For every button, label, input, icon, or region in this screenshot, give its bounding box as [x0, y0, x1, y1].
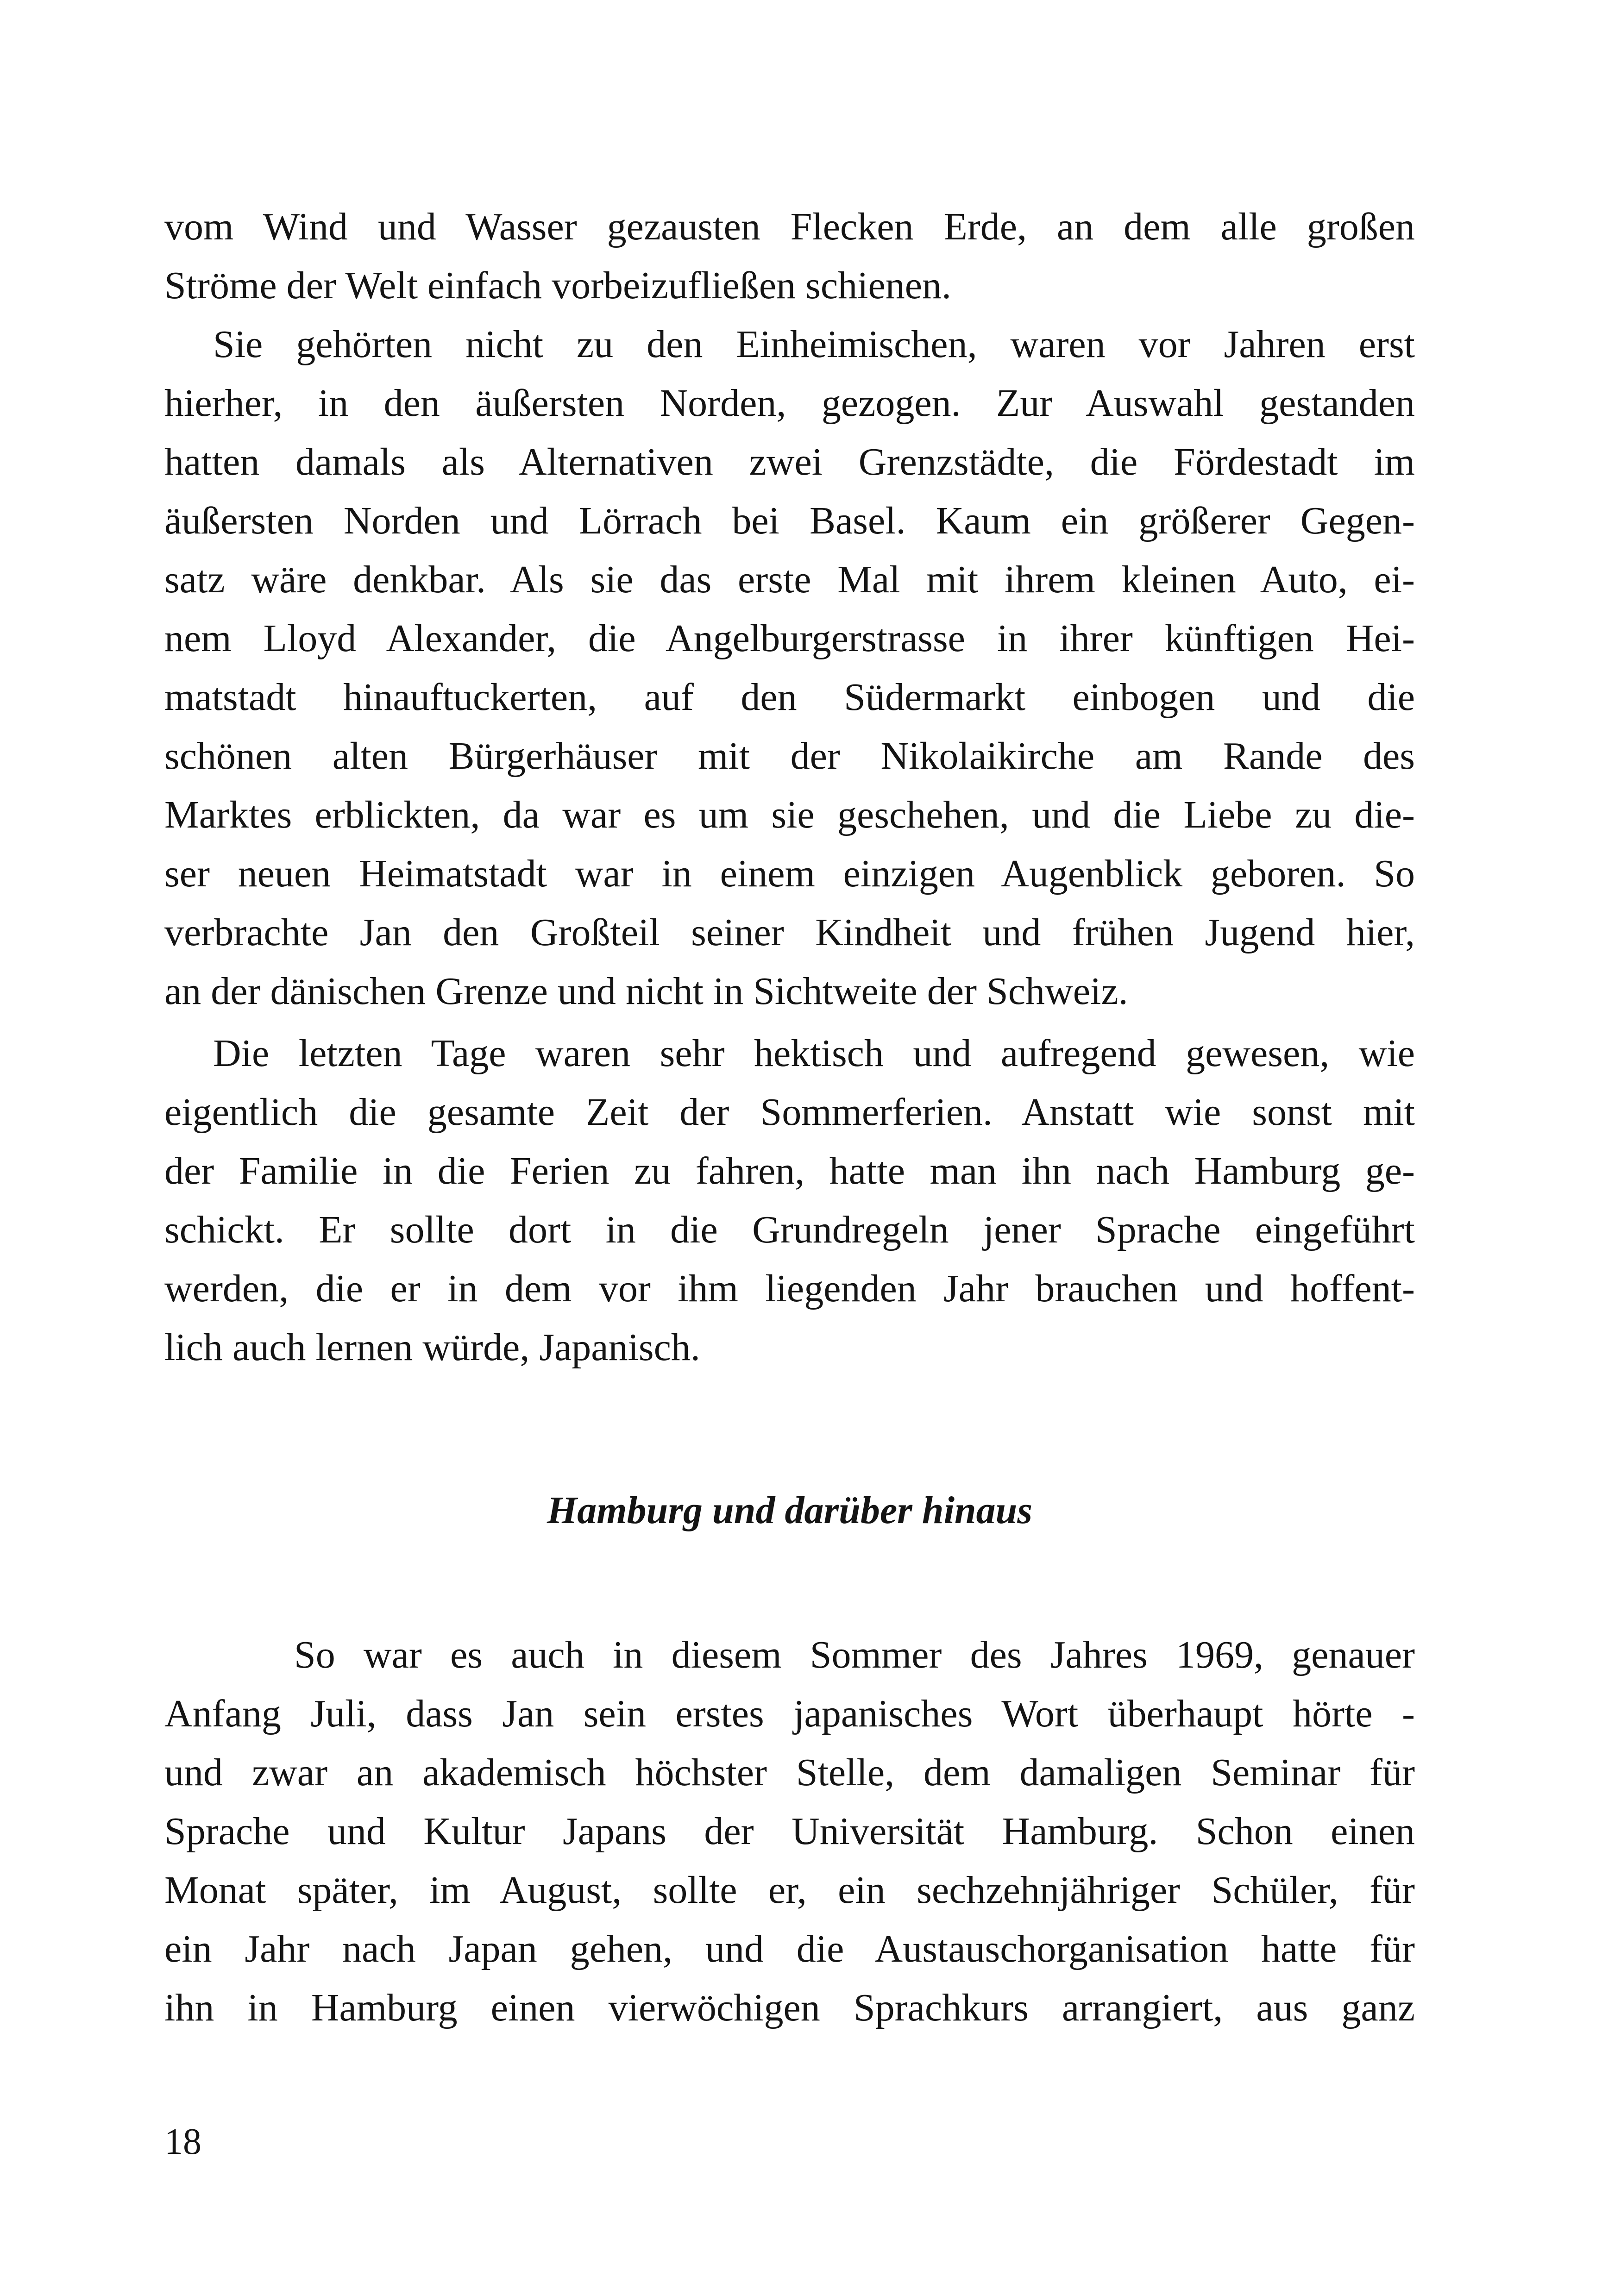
text-line: vom Wind und Wasser gezausten Flecken Erde, an dem alle großen — [164, 205, 1415, 248]
text-line: und zwar an akademisch höchster Stelle, dem damaligen Seminar für — [164, 1751, 1415, 1794]
text-line: lich auch lernen würde, Japanisch. — [164, 1326, 700, 1369]
text-line: matstadt hinauftuckerten, auf den Südermarkt einbogen und die — [164, 676, 1415, 719]
text-line: schickt. Er sollte dort in die Grundregeln jener Sprache eingeführt — [164, 1208, 1415, 1251]
paragraph-3 — [164, 1024, 1415, 1377]
text-line: ser neuen Heimatstadt war in einem einzigen Augenblick geboren. So — [164, 852, 1415, 895]
text-line: schönen alten Bürgerhäuser mit der Nikolaikirche am Rande des — [164, 734, 1415, 778]
text-line: hatten damals als Alternativen zwei Grenzstädte, die Fördestadt im — [164, 440, 1415, 483]
text-line: ihn in Hamburg einen vierwöchigen Sprachkurs arrangiert, aus ganz — [164, 1986, 1415, 2029]
paragraph-4 — [164, 1625, 1415, 2037]
text-line: an der dänischen Grenze und nicht in Sichtweite der Schweiz. — [164, 970, 1128, 1013]
text-line: So war es auch in diesem Sommer des Jahres 1969, genauer — [294, 1633, 1415, 1676]
text-line: eigentlich die gesamte Zeit der Sommerferien. Anstatt wie sonst mit — [164, 1091, 1415, 1134]
text-line: Sie gehörten nicht zu den Einheimischen, waren vor Jahren erst — [213, 323, 1415, 366]
paragraph-1 — [164, 197, 1415, 315]
paragraph-2 — [164, 315, 1415, 1021]
text-line: ein Jahr nach Japan gehen, und die Austauschorganisation hatte für — [164, 1927, 1415, 1970]
text-line: Die letzten Tage waren sehr hektisch und aufregend gewesen, wie — [213, 1032, 1415, 1075]
text-line: Monat später, im August, sollte er, ein sechzehnjähriger Schüler, für — [164, 1869, 1415, 1912]
text-line: nem Lloyd Alexander, die Angelburgerstrasse in ihrer künftigen Hei- — [164, 617, 1415, 660]
text-line: hierher, in den äußersten Norden, gezogen. Zur Auswahl gestanden — [164, 382, 1415, 425]
text-line: der Familie in die Ferien zu fahren, hatte man ihn nach Hamburg ge- — [164, 1149, 1415, 1192]
text-line: satz wäre denkbar. Als sie das erste Mal mit ihrem kleinen Auto, ei- — [164, 558, 1415, 601]
text-line: äußersten Norden und Lörrach bei Basel. Kaum ein größerer Gegen- — [164, 499, 1415, 542]
text-line: verbrachte Jan den Großteil seiner Kindheit und frühen Jugend hier, — [164, 911, 1415, 954]
section-heading: Hamburg und darüber hinaus — [547, 1489, 1033, 1532]
text-line: Ströme der Welt einfach vorbeizufließen schienen. — [164, 264, 952, 307]
text-line: Anfang Juli, dass Jan sein erstes japanisches Wort überhaupt hörte - — [164, 1692, 1415, 1735]
text-line: werden, die er in dem vor ihm liegenden Jahr brauchen und hoffent- — [164, 1267, 1415, 1310]
page-number: 18 — [164, 2121, 201, 2162]
text-line: Sprache und Kultur Japans der Universität Hamburg. Schon einen — [164, 1810, 1415, 1853]
text-line: Marktes erblickten, da war es um sie geschehen, und die Liebe zu die- — [164, 793, 1415, 836]
